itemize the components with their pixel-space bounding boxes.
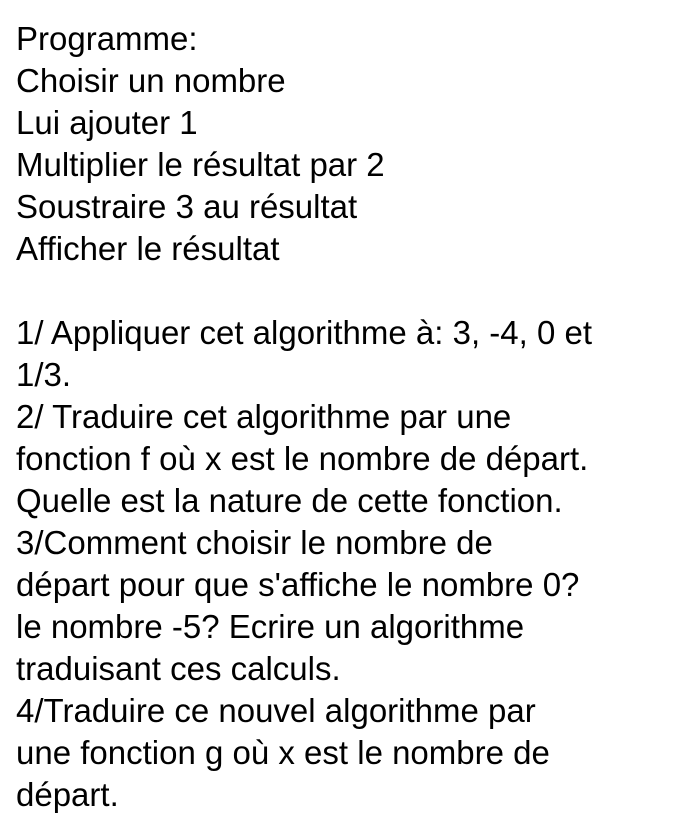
program-step: Multiplier le résultat par 2 xyxy=(16,146,385,183)
program-step: Lui ajouter 1 xyxy=(16,104,198,141)
question-line: traduisant ces calculs. xyxy=(16,650,341,687)
question-line: une fonction g où x est le nombre de xyxy=(16,734,550,771)
exercise-text xyxy=(16,18,666,816)
question-line: le nombre -5? Ecrire un algorithme xyxy=(16,608,525,645)
program-step: Choisir un nombre xyxy=(16,62,286,99)
question-line: 4/Traduire ce nouvel algorithme par xyxy=(16,692,536,729)
question-line: 1/3. xyxy=(16,356,72,393)
question-line: 2/ Traduire cet algorithme par une xyxy=(16,398,512,435)
program-step: Soustraire 3 au résultat xyxy=(16,188,358,225)
program-title: Programme: xyxy=(16,20,198,57)
question-line: Quelle est la nature de cette fonction. xyxy=(16,482,563,519)
question-line: fonction f où x est le nombre de départ. xyxy=(16,440,589,477)
blank-line xyxy=(16,270,666,312)
program-step: Afficher le résultat xyxy=(16,230,280,267)
question-line: départ. xyxy=(16,776,119,813)
question-line: 1/ Appliquer cet algorithme à: 3, -4, 0 et xyxy=(16,314,593,351)
question-line: 3/Comment choisir le nombre de xyxy=(16,524,493,561)
question-line: départ pour que s'affiche le nombre 0? xyxy=(16,566,580,603)
